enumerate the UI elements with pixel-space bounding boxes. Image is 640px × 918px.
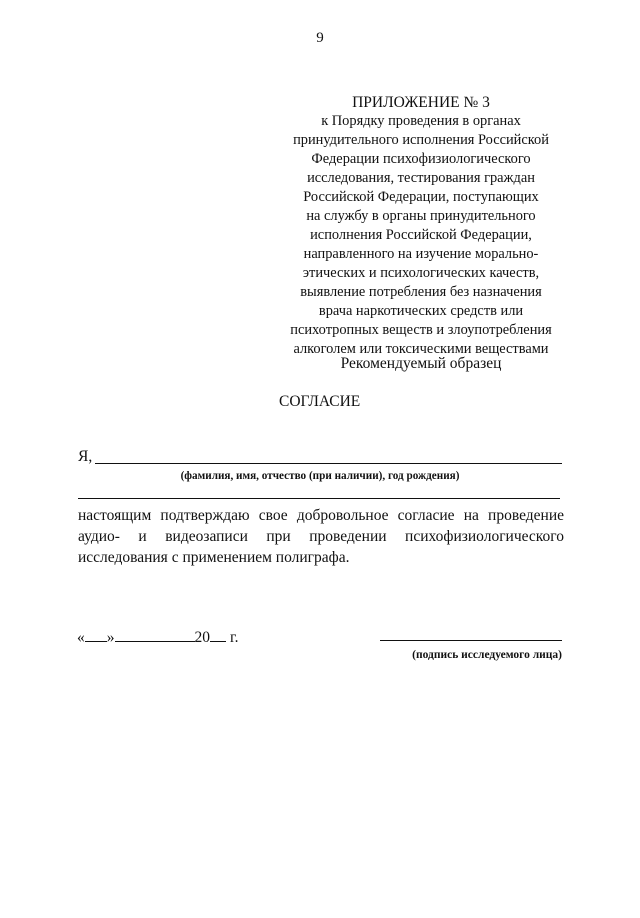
appendix-line: исследования, тестирования граждан [307,170,535,186]
name-field-row [78,448,562,466]
continuation-fill-line [78,498,560,499]
name-caption: (фамилия, имя, отчество (при наличии), год рождения) [180,470,460,482]
appendix-line: алкоголем или токсическими веществами [293,341,549,357]
appendix-line: выявление потребления без назначения [300,284,542,300]
name-prefix: Я, [78,448,93,465]
appendix-title: ПРИЛОЖЕНИЕ № 3 [352,94,490,111]
appendix-line: Федерации психофизиологического [311,151,531,167]
consent-text-line: исследования с применением полиграфа. [78,549,350,566]
date-field [77,627,238,647]
year-fill-line [210,627,226,642]
sample-label: Рекомендуемый образец [340,355,502,372]
consent-text-line: настоящим подтверждаю свое добровольное согласие на проведение [78,507,564,524]
consent-text-line: аудио- и видеозаписи при проведении психофизиологического [78,528,564,545]
page-number: 9 [316,30,324,46]
signature-fill-line [380,640,562,641]
appendix-line: принудительного исполнения Российской [293,132,549,148]
appendix-header [268,93,574,359]
appendix-line: исполнения Российской Федерации, [310,227,532,243]
appendix-line: этических и психологических качеств, [302,265,540,281]
document-title: СОГЛАСИЕ [279,393,361,410]
appendix-line: к Порядку проведения в органах [321,113,521,129]
appendix-line: психотропных веществ и злоупотребления [290,322,552,338]
date-close-quote: » [106,629,115,646]
signature-caption: (подпись исследуемого лица) [412,649,562,661]
day-fill-line [85,627,107,642]
appendix-line: Российской Федерации, поступающих [303,189,539,205]
year-prefix: 20 [194,629,210,646]
year-suffix: г. [230,629,239,646]
appendix-line: врача наркотических средств или [318,303,524,319]
appendix-line: на службу в органы принудительного [306,208,536,224]
name-fill-line [95,463,562,464]
month-fill-line [115,627,195,642]
appendix-line: направленного на изучение морально- [303,246,539,262]
date-open-quote: « [77,629,85,646]
